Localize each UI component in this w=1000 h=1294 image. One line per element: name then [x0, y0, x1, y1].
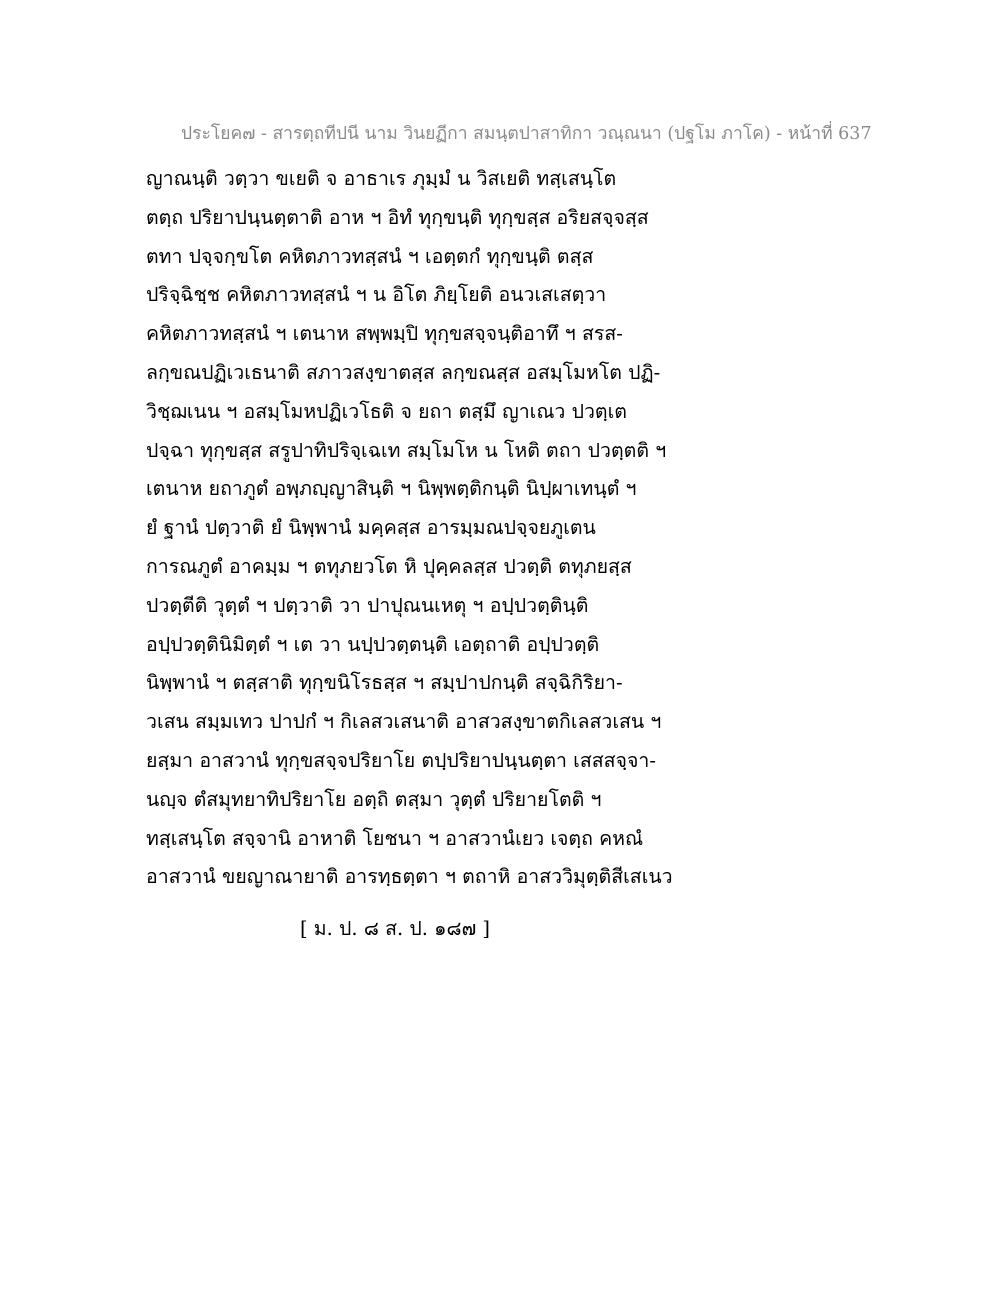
text-line: อาสวานํ ขยญาณายาติ อารทฺธตฺตา ฯ ตถาหิ อาสววิมุตฺติสีเสเนว: [146, 865, 673, 889]
text-line: ลกฺขณปฏิเวเธนาติ สภาวสงฺขาตสฺส ลกฺขณสฺส อสมฺโมหโต ปฏิ-: [146, 360, 661, 384]
body-text: [146, 160, 706, 897]
text-line: นญฺจ ตํสมุทยาทิปริยาโย อตฺถิ ตสฺมา วุตฺตํ ปริยายโตติ ฯ: [146, 787, 602, 811]
text-line: ปริจฺฉิชฺช คหิตภาวทสฺสนํ ฯ น อิโต ภิยฺโยติ อนวเสเสตฺวา: [146, 283, 607, 307]
text-line: การณภูตํ อาคมฺม ฯ ตทุภยวโต หิ ปุคฺคลสฺส ปวตฺติ ตทุภยสฺส: [146, 554, 632, 578]
running-header: ประโยค๗ - สารตฺถทีปนี นาม วินยฏีกา สมนฺตปาสาทิกา วณฺณนา (ปฐโม ภาโค) - หน้าที่ 637: [181, 124, 872, 144]
citation-reference: [ ม. ป. ๘ ส. ป. ๑๘๗ ]: [300, 917, 491, 940]
text-line: ยสฺมา อาสวานํ ทุกฺขสจฺจปริยาโย ตปฺปริยาปนฺนตฺตา เสสสจฺจา-: [146, 748, 656, 772]
text-line: ตทา ปจฺจกฺขโต คหิตภาวทสฺสนํ ฯ เอตฺตกํ ทุกฺขนฺติ ตสฺส: [146, 244, 594, 268]
text-line: ยํ ฐานํ ปตฺวาติ ยํ นิพฺพานํ มคฺคสฺส อารมฺมณปจฺจยภูเตน: [146, 516, 596, 540]
text-line: ตตฺถ ปริยาปนฺนตฺตาติ อาห ฯ อิทํ ทุกฺขนฺติ ทุกฺขสฺส อริยสจฺจสฺส: [146, 205, 649, 229]
text-line: เตนาห ยถาภูตํ อพฺภญฺญาสินฺติ ฯ นิพฺพตฺติกนฺติ นิปฺผาเทนฺตํ ฯ: [146, 477, 637, 501]
text-line: ทสฺเสนฺโต สจฺจานิ อาหาติ โยชนา ฯ อาสวานํเยว เจตฺถ คหณํ: [146, 826, 644, 850]
text-line: ปวตฺตีติ วุตฺตํ ฯ ปตฺวาติ วา ปาปุณนเหตุ ฯ อปฺปวตฺตินฺติ: [146, 593, 589, 617]
text-line: นิพฺพานํ ฯ ตสฺสาติ ทุกฺขนิโรธสฺส ฯ สมฺปาปกนฺติ สจฺฉิกิริยา-: [146, 671, 623, 695]
text-line: คหิตภาวทสฺสนํ ฯ เตนาห สพฺพมฺปิ ทุกฺขสจฺจนฺติอาทึ ฯ สรส-: [146, 322, 623, 346]
text-line: วเสน สมฺมเทว ปาปกํ ฯ กิเลสวเสนาติ อาสวสงฺขาตกิเลสวเสน ฯ: [146, 710, 662, 734]
text-line: อปฺปวตฺตินิมิตฺตํ ฯ เต วา นปฺปวตฺตนฺติ เอตฺถาติ อปฺปวตฺติ: [146, 632, 600, 656]
text-line: ปจฺฉา ทุกฺขสฺส สรูปาทิปริจฺเฉเท สมฺโมโห น โหติ ตถา ปวตฺตติ ฯ: [146, 438, 667, 462]
text-line: ญาณนฺติ วตฺวา ขเยติ จ อาธาเร ภุมฺมํ น วิสเยติ ทสฺเสนฺโต: [146, 167, 617, 190]
text-line: วิชฺฌเนน ฯ อสมฺโมหปฏิเวโธติ จ ยถา ตสฺมึ ญาเณว ปวตฺเต: [146, 399, 627, 423]
